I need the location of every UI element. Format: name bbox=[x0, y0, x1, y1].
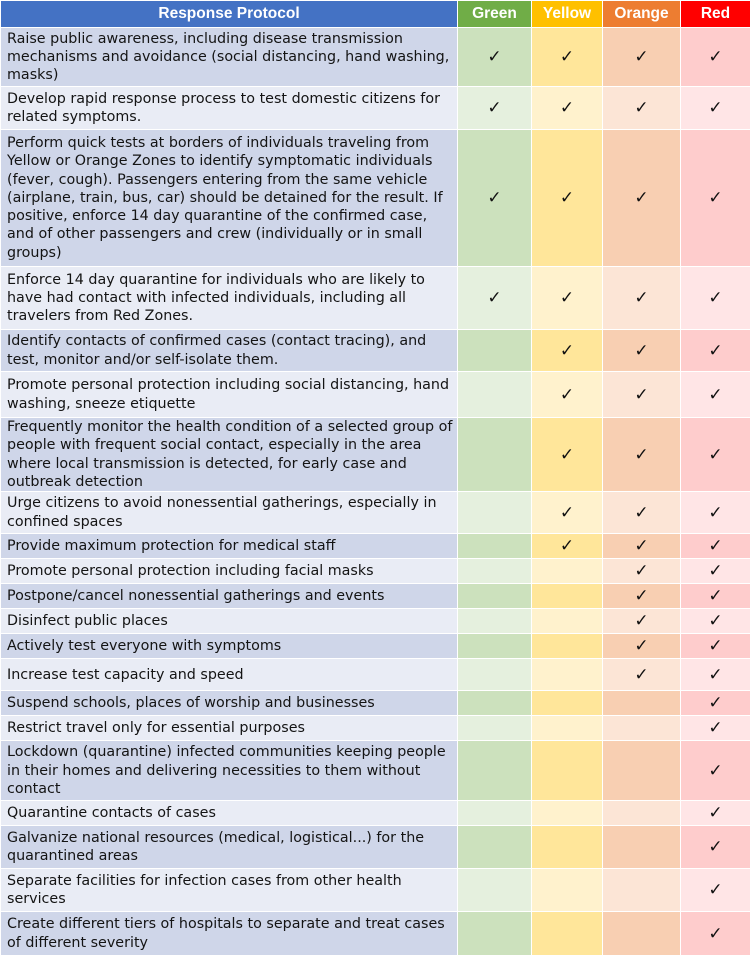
protocol-description: Separate facilities for infection cases from other health services bbox=[1, 869, 458, 912]
table-row bbox=[1, 869, 750, 912]
checkmark-icon: ✓ bbox=[487, 98, 502, 118]
red-zone-cell bbox=[681, 372, 750, 418]
yellow-zone-cell bbox=[532, 418, 603, 492]
green-zone-cell bbox=[458, 741, 532, 801]
green-zone-header: Green bbox=[458, 1, 532, 28]
checkmark-icon: ✓ bbox=[708, 693, 723, 714]
response-protocol-header: Response Protocol bbox=[1, 1, 458, 28]
checkmark-icon: ✓ bbox=[487, 188, 502, 208]
table-row bbox=[1, 912, 750, 956]
checkmark-icon: ✓ bbox=[487, 288, 502, 308]
protocol-description: Frequently monitor the health condition of a selected group of people with frequent social contact, especially in the area where local transmission is detected, for early case and outbreak detection bbox=[1, 418, 458, 492]
yellow-zone-cell bbox=[532, 691, 603, 716]
yellow-zone-cell bbox=[532, 912, 603, 956]
yellow-zone-cell bbox=[532, 741, 603, 801]
red-zone-cell bbox=[681, 584, 750, 609]
table-row bbox=[1, 801, 750, 826]
checkmark-icon: ✓ bbox=[634, 288, 649, 308]
checkmark-icon: ✓ bbox=[708, 502, 723, 523]
protocol-description: Promote personal protection including social distancing, hand washing, sneeze etiquette bbox=[1, 372, 458, 418]
green-zone-cell bbox=[458, 492, 532, 534]
checkmark-icon: ✓ bbox=[708, 384, 723, 405]
green-zone-cell bbox=[458, 87, 532, 130]
checkmark-icon: ✓ bbox=[559, 288, 575, 308]
checkmark-icon: ✓ bbox=[559, 98, 575, 118]
orange-zone-cell bbox=[603, 716, 681, 741]
table-row bbox=[1, 609, 750, 634]
green-zone-cell bbox=[458, 28, 532, 87]
protocol-description: Actively test everyone with symptoms bbox=[1, 634, 458, 659]
checkmark-icon: ✓ bbox=[708, 880, 723, 901]
orange-zone-cell bbox=[603, 634, 681, 659]
red-zone-header: Red bbox=[681, 1, 750, 28]
red-zone-cell bbox=[681, 87, 750, 130]
checkmark-icon: ✓ bbox=[708, 98, 723, 118]
protocol-description: Postpone/cancel nonessential gatherings and events bbox=[1, 584, 458, 609]
checkmark-icon: ✓ bbox=[708, 188, 723, 208]
checkmark-icon: ✓ bbox=[708, 586, 723, 607]
checkmark-icon: ✓ bbox=[634, 611, 649, 632]
yellow-zone-cell bbox=[532, 826, 603, 869]
checkmark-icon: ✓ bbox=[634, 98, 649, 118]
checkmark-icon: ✓ bbox=[708, 536, 723, 557]
orange-zone-cell bbox=[603, 418, 681, 492]
green-zone-cell bbox=[458, 634, 532, 659]
checkmark-icon: ✓ bbox=[708, 340, 723, 361]
checkmark-icon: ✓ bbox=[708, 718, 723, 739]
yellow-zone-cell bbox=[532, 584, 603, 609]
checkmark-icon: ✓ bbox=[708, 561, 723, 582]
table-row bbox=[1, 372, 750, 418]
checkmark-icon: ✓ bbox=[634, 586, 649, 607]
checkmark-icon: ✓ bbox=[708, 47, 723, 67]
green-zone-cell bbox=[458, 559, 532, 584]
table-row bbox=[1, 826, 750, 869]
orange-zone-cell bbox=[603, 559, 681, 584]
checkmark-icon: ✓ bbox=[487, 47, 502, 67]
green-zone-cell bbox=[458, 330, 532, 372]
checkmark-icon: ✓ bbox=[708, 837, 723, 858]
checkmark-icon: ✓ bbox=[708, 611, 723, 632]
table-row bbox=[1, 559, 750, 584]
checkmark-icon: ✓ bbox=[559, 47, 575, 67]
orange-zone-cell bbox=[603, 826, 681, 869]
protocol-description: Develop rapid response process to test domestic citizens for related symptoms. bbox=[1, 87, 458, 130]
protocol-description: Create different tiers of hospitals to separate and treat cases of different severity bbox=[1, 912, 458, 956]
orange-zone-cell bbox=[603, 659, 681, 691]
yellow-zone-cell bbox=[532, 609, 603, 634]
protocol-description: Identify contacts of confirmed cases (contact tracing), and test, monitor and/or self-isolate them. bbox=[1, 330, 458, 372]
orange-zone-cell bbox=[603, 609, 681, 634]
table-row bbox=[1, 130, 750, 267]
protocol-description: Restrict travel only for essential purposes bbox=[1, 716, 458, 741]
yellow-zone-cell bbox=[532, 801, 603, 826]
orange-zone-cell bbox=[603, 267, 681, 330]
checkmark-icon: ✓ bbox=[634, 444, 649, 465]
protocol-description: Raise public awareness, including disease transmission mechanisms and avoidance (social distancing, hand washing, masks) bbox=[1, 28, 458, 87]
orange-zone-cell bbox=[603, 130, 681, 267]
red-zone-cell bbox=[681, 267, 750, 330]
red-zone-cell bbox=[681, 634, 750, 659]
orange-zone-cell bbox=[603, 691, 681, 716]
yellow-zone-cell bbox=[532, 372, 603, 418]
protocol-description: Perform quick tests at borders of individuals traveling from Yellow or Orange Zones to identify symptomatic individuals (fever, cough). Passengers entering from the same vehicle (airplane, train, bus, car) should be detained for the result. If positive, enforce 14 day quarantine of the confirmed case, and of other passengers and crew (individually or in small groups) bbox=[1, 130, 458, 267]
green-zone-cell bbox=[458, 130, 532, 267]
orange-zone-cell bbox=[603, 912, 681, 956]
checkmark-icon: ✓ bbox=[559, 188, 575, 208]
checkmark-icon: ✓ bbox=[634, 188, 649, 208]
orange-zone-cell bbox=[603, 741, 681, 801]
green-zone-cell bbox=[458, 912, 532, 956]
checkmark-icon: ✓ bbox=[634, 664, 649, 685]
table-row bbox=[1, 267, 750, 330]
green-zone-cell bbox=[458, 716, 532, 741]
checkmark-icon: ✓ bbox=[708, 923, 723, 944]
table-row bbox=[1, 659, 750, 691]
orange-zone-cell bbox=[603, 534, 681, 559]
red-zone-cell bbox=[681, 534, 750, 559]
checkmark-icon: ✓ bbox=[634, 384, 649, 405]
checkmark-icon: ✓ bbox=[559, 502, 575, 523]
table-row bbox=[1, 634, 750, 659]
yellow-zone-cell bbox=[532, 492, 603, 534]
table-row bbox=[1, 492, 750, 534]
yellow-zone-header: Yellow bbox=[532, 1, 603, 28]
green-zone-cell bbox=[458, 584, 532, 609]
protocol-description: Galvanize national resources (medical, logistical...) for the quarantined areas bbox=[1, 826, 458, 869]
yellow-zone-cell bbox=[532, 87, 603, 130]
protocol-description: Lockdown (quarantine) infected communities keeping people in their homes and delivering necessities to them without contact bbox=[1, 741, 458, 801]
header-row bbox=[1, 1, 750, 28]
protocol-description: Increase test capacity and speed bbox=[1, 659, 458, 691]
checkmark-icon: ✓ bbox=[559, 384, 575, 405]
table-row bbox=[1, 691, 750, 716]
yellow-zone-cell bbox=[532, 330, 603, 372]
checkmark-icon: ✓ bbox=[634, 340, 649, 361]
red-zone-cell bbox=[681, 418, 750, 492]
orange-zone-cell bbox=[603, 492, 681, 534]
table-row bbox=[1, 584, 750, 609]
red-zone-cell bbox=[681, 869, 750, 912]
orange-zone-header: Orange bbox=[603, 1, 681, 28]
red-zone-cell bbox=[681, 826, 750, 869]
protocol-description: Disinfect public places bbox=[1, 609, 458, 634]
yellow-zone-cell bbox=[532, 267, 603, 330]
orange-zone-cell bbox=[603, 330, 681, 372]
red-zone-cell bbox=[681, 28, 750, 87]
yellow-zone-cell bbox=[532, 28, 603, 87]
yellow-zone-cell bbox=[532, 559, 603, 584]
protocol-description: Urge citizens to avoid nonessential gatherings, especially in confined spaces bbox=[1, 492, 458, 534]
protocol-description: Quarantine contacts of cases bbox=[1, 801, 458, 826]
red-zone-cell bbox=[681, 659, 750, 691]
red-zone-cell bbox=[681, 716, 750, 741]
table-row bbox=[1, 330, 750, 372]
green-zone-cell bbox=[458, 609, 532, 634]
yellow-zone-cell bbox=[532, 634, 603, 659]
red-zone-cell bbox=[681, 741, 750, 801]
checkmark-icon: ✓ bbox=[708, 288, 723, 308]
checkmark-icon: ✓ bbox=[708, 636, 723, 657]
protocol-description: Enforce 14 day quarantine for individuals who are likely to have had contact with infected individuals, including all travelers from Red Zones. bbox=[1, 267, 458, 330]
orange-zone-cell bbox=[603, 28, 681, 87]
orange-zone-cell bbox=[603, 801, 681, 826]
orange-zone-cell bbox=[603, 87, 681, 130]
yellow-zone-cell bbox=[532, 130, 603, 267]
red-zone-cell bbox=[681, 130, 750, 267]
table-row bbox=[1, 716, 750, 741]
checkmark-icon: ✓ bbox=[634, 561, 649, 582]
green-zone-cell bbox=[458, 372, 532, 418]
checkmark-icon: ✓ bbox=[708, 760, 723, 781]
checkmark-icon: ✓ bbox=[634, 502, 649, 523]
yellow-zone-cell bbox=[532, 716, 603, 741]
checkmark-icon: ✓ bbox=[634, 47, 649, 67]
red-zone-cell bbox=[681, 691, 750, 716]
red-zone-cell bbox=[681, 609, 750, 634]
red-zone-cell bbox=[681, 559, 750, 584]
green-zone-cell bbox=[458, 534, 532, 559]
checkmark-icon: ✓ bbox=[559, 340, 575, 361]
checkmark-icon: ✓ bbox=[634, 536, 649, 557]
table-row bbox=[1, 741, 750, 801]
yellow-zone-cell bbox=[532, 534, 603, 559]
orange-zone-cell bbox=[603, 372, 681, 418]
red-zone-cell bbox=[681, 492, 750, 534]
red-zone-cell bbox=[681, 801, 750, 826]
green-zone-cell bbox=[458, 691, 532, 716]
red-zone-cell bbox=[681, 330, 750, 372]
checkmark-icon: ✓ bbox=[634, 636, 649, 657]
checkmark-icon: ✓ bbox=[708, 444, 723, 465]
orange-zone-cell bbox=[603, 869, 681, 912]
yellow-zone-cell bbox=[532, 659, 603, 691]
green-zone-cell bbox=[458, 418, 532, 492]
protocol-description: Promote personal protection including facial masks bbox=[1, 559, 458, 584]
protocol-description: Suspend schools, places of worship and businesses bbox=[1, 691, 458, 716]
green-zone-cell bbox=[458, 869, 532, 912]
table-row bbox=[1, 87, 750, 130]
checkmark-icon: ✓ bbox=[708, 664, 723, 685]
checkmark-icon: ✓ bbox=[559, 444, 575, 465]
green-zone-cell bbox=[458, 659, 532, 691]
table-row bbox=[1, 28, 750, 87]
yellow-zone-cell bbox=[532, 869, 603, 912]
table-row bbox=[1, 534, 750, 559]
table-row bbox=[1, 418, 750, 492]
green-zone-cell bbox=[458, 801, 532, 826]
red-zone-cell bbox=[681, 912, 750, 956]
protocol-description: Provide maximum protection for medical staff bbox=[1, 534, 458, 559]
checkmark-icon: ✓ bbox=[708, 803, 723, 824]
green-zone-cell bbox=[458, 826, 532, 869]
orange-zone-cell bbox=[603, 584, 681, 609]
green-zone-cell bbox=[458, 267, 532, 330]
checkmark-icon: ✓ bbox=[559, 536, 575, 557]
